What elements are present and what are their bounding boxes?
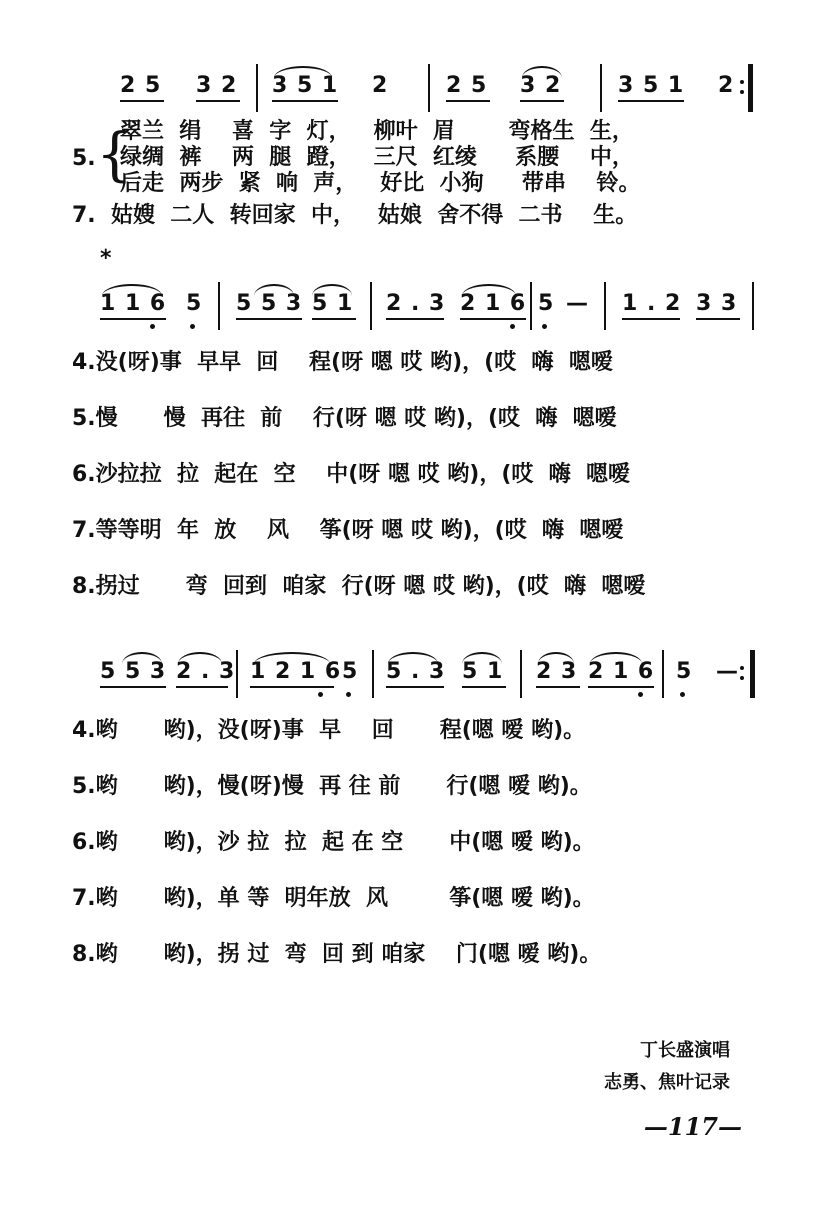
notation-row-3 <box>0 646 830 706</box>
note-group: — <box>566 291 589 316</box>
lyric-line: 绿绸 裤 两 腿 蹬， 三尺 红绫 系腰 中， <box>120 145 634 170</box>
note-group: 5 5 3 <box>100 659 167 684</box>
note-group: 1 2 1 6 <box>250 659 342 684</box>
note-group: — <box>716 659 739 684</box>
note-group: 2 . 3 <box>176 659 236 684</box>
lyric-line: 5.慢 慢 再往 前 行(呀 嗯 哎 哟)，(哎 嗨 嗯嗳 <box>72 406 617 431</box>
barline <box>218 282 220 330</box>
note-group: 2 <box>718 73 735 98</box>
page-number: —117— <box>643 1112 742 1141</box>
repeat-barline <box>750 650 755 698</box>
lyric-line: 6.哟 哟)，沙 拉 拉 起 在 空 中(嗯 嗳 哟)。 <box>72 830 595 855</box>
note-group: 5 <box>676 659 693 684</box>
barline <box>600 64 602 112</box>
verse-brace: { <box>96 120 133 188</box>
lyric-line: 5.哟 哟)，慢(呀)慢 再 往 前 行(嗯 嗳 哟)。 <box>72 774 592 799</box>
barline <box>256 64 258 112</box>
lyric-line: 6.沙拉拉 拉 起在 空 中(呀 嗯 哎 哟)，(哎 嗨 嗯嗳 <box>72 462 631 487</box>
lyric-line: 4.没(呀)事 早早 回 程(呀 嗯 哎 哟)，(哎 嗨 嗯嗳 <box>72 350 613 375</box>
note-group: 2 5 <box>120 73 162 98</box>
note-group: 3 3 <box>696 291 738 316</box>
note-group: 5 <box>342 659 359 684</box>
lyric-line: 7.哟 哟)，单 等 明年放 风 筝(嗯 嗳 哟)。 <box>72 886 595 911</box>
barline <box>604 282 606 330</box>
lyric-line: 7. 姑嫂 二人 转回家 中， 姑娘 舍不得 二书 生。 <box>72 203 638 228</box>
note-group: 5 <box>186 291 203 316</box>
note-group: 5 <box>538 291 555 316</box>
lyric-line: 后走 两步 紧 响 声， 好比 小狗 带串 铃。 <box>120 171 641 196</box>
note-group: 5 . 3 <box>386 659 446 684</box>
recorder-credit: 志勇、焦叶记录 <box>604 1072 730 1093</box>
note-group: 5 1 <box>462 659 504 684</box>
note-group: 5 5 3 <box>236 291 303 316</box>
notation-row-2 <box>0 278 830 338</box>
lyric-line: 8.哟 哟)，拐 过 弯 回 到 咱家 门(嗯 嗳 哟)。 <box>72 942 602 967</box>
note-group: 5 1 <box>312 291 354 316</box>
verse-number-5: 5. <box>72 146 96 171</box>
notation-row-1 <box>0 58 830 118</box>
barline <box>752 282 754 330</box>
note-group: 3 5 1 <box>618 73 685 98</box>
lyric-line: 翠兰 绢 喜 字 灯， 柳叶 眉 弯格生 生， <box>120 119 634 144</box>
barline <box>662 650 664 698</box>
barline <box>530 282 532 330</box>
note-group: 1 . 2 <box>622 291 682 316</box>
note-group: 2 1 6 <box>588 659 655 684</box>
repeat-barline <box>748 64 753 112</box>
barline <box>428 64 430 112</box>
barline <box>236 650 238 698</box>
note-group: 1 1 6 <box>100 291 167 316</box>
note-group: 3 2 <box>196 73 238 98</box>
note-group: 2 <box>372 73 389 98</box>
asterisk-mark: * <box>100 246 112 271</box>
lyric-line: 8.拐过 弯 回到 咱家 行(呀 嗯 哎 哟)，(哎 嗨 嗯嗳 <box>72 574 646 599</box>
note-group: 2 3 <box>536 659 578 684</box>
barline <box>520 650 522 698</box>
singer-credit: 丁长盛演唱 <box>640 1040 730 1061</box>
note-group: 2 5 <box>446 73 488 98</box>
note-group: 2 1 6 <box>460 291 527 316</box>
barline <box>370 282 372 330</box>
note-group: 3 5 1 <box>272 73 339 98</box>
note-group: 3 2 <box>520 73 562 98</box>
note-group: 2 . 3 <box>386 291 446 316</box>
lyric-line: 7.等等明 年 放 风 筝(呀 嗯 哎 哟)，(哎 嗨 嗯嗳 <box>72 518 624 543</box>
lyric-line: 4.哟 哟)，没(呀)事 早 回 程(嗯 嗳 哟)。 <box>72 718 586 743</box>
barline <box>372 650 374 698</box>
